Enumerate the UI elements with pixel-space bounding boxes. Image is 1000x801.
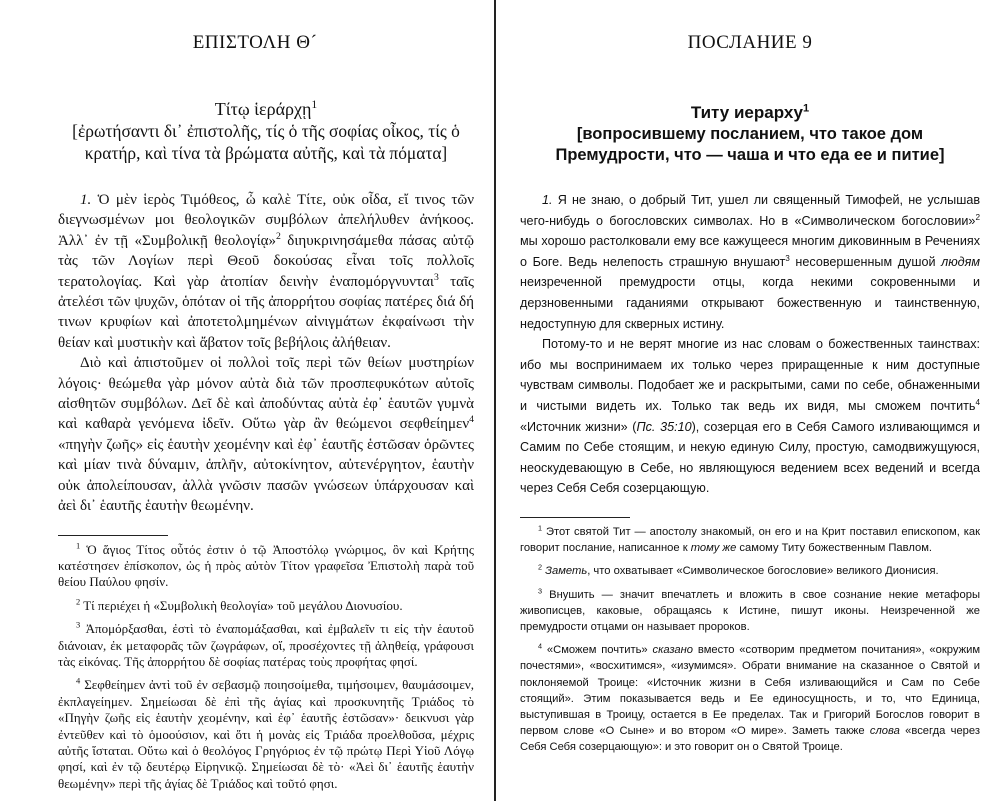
paragraph-1: 1. Я не знаю, о добрый Тит, ушел ли священный Тимофей, не услышав чего-нибудь о богословских символах. Но в «Символическом богословии»$^2$ мы хорошо растолковали ему все кажущееся многим диковинным в Речениях о Боге. Ведь нелепость страшную внушают$^3$ несовершенным душой людям неизреченной премудрости отцы, когда некими сокровенными и дерзновенными гаданиями открывают божественную и таинственную, недоступную для скверных истину. [520,193,981,331]
letter-title-russian: Титу иерарху$^1$ [690,102,810,122]
body-text-greek [58,190,474,517]
paragraph-1: 1. Ὁ μὲν ἱερὸς Τιμόθεος, ὦ καλὲ Τίτε, οὐκ οἶδα, εἴ τινος τῶν διεγνωσμένων μοι θεολογικῶν συμβόλων ἀπελήλυθεν ἀνήκοος. Ἀλλ᾽ ἐν τῇ «Συμβολικῇ θεολογίᾳ»$^2$ διηυκρινησάμεθα πάσας αὐτῷ τὰς τῶν Λογίων περὶ Θεοῦ δοκούσας εἶναι τοῖς πολλοῖς τερατολογίας. Καὶ γὰρ ἀτοπίαν δεινὴν ἐναπομόργνυνται$^3$ ταῖς ἀτελέσι τῶν ψυχῶν, ὁπόταν οἱ τῆς ἀπορρήτου σοφίας πατέρες διά δή τινων κρυφίων καὶ ἀποτετολμημένων αἰνιγμάτων ἐκφαίνωσι τὴν θείαν καὶ μυστικὴν καὶ ἄβατον τοῖς βεβήλοις ἀλήθειαν. [58,192,475,351]
paragraph-2: Потому-то и не верят многие из нас словам о божественных таинствах: ибо мы воспринимаем их только через приращенные к ним доступные чувствам символы. Подобает же и раскрытыми, сами по себе, обнаженными и чистыми видеть их. Только так ведь их видя, мы сможем почтить$^4$ «Источник жизни» (Пс. 35:10), созерцая его в Себя Самого изливающимся и Самим по Себе стоящим, и некую единую Силу, простую, самодвижущуюся, неоскудевающую в Себе, но являющуюся ведением всех ведений и всегда через Себя Себя созерцающую. [520,337,981,496]
footnote-ref: 1 [802,102,810,115]
footnotes-greek [58,542,474,793]
footnote-rule [520,517,630,518]
footnote-ref: 4 [975,397,980,407]
footnote: $^1$ Ὁ ἅγιος Τίτος οὗτός ἐστιν ὁ τῷ Ἀποστόλῳ γνώριμος, ὃν καὶ Κρήτης κατέστησεν ἐπίσκοπον, ὡς ἡ πρὸς αὐτὸν Τίτον γραφεῖσα Ἐπιστολὴ παρὰ τοῦ θείου Παύλου φησίν. [58,540,475,590]
footnote: $^3$ Внушить — значит впечатлеть и вложить в свое сознание некие метафоры живописцев, каковые, обращаясь к Истине, пишут иконы. Неизреченной же премудрости отцами он называет пророков. [520,585,980,633]
right-page-russian [500,0,1000,801]
letter-subtitle-russian: [вопросившему посланием, что такое дом Премудрости, что — чаша и что еда ее и питие] [555,125,945,164]
left-page-greek [0,0,494,801]
page-gutter-divider [494,0,496,801]
paragraph-2: Διὸ καὶ ἀπιστοῦμεν οἱ πολλοὶ τοῖς περὶ τῶν θείων μυστηρίων λόγοις· θεώμεθα γὰρ μόνον αὐτὰ διὰ τῶν προσπεφυκότων αὐτοῖς αἰσθητῶν συμβόλων. Δεῖ δὲ καὶ ἀποδύντας αὐτὰ ἐφ᾽ ἑαυτῶν γυμνὰ καὶ καθαρὰ γενόμενα ἰδεῖν. Οὕτω γὰρ ἂν θεώμενοι σεφθείημεν$^4$ «πηγὴν ζωῆς» εἰς ἑαυτὴν χεομένην καὶ ἐφ᾽ ἑαυτῆς ἑστῶσαν ὁρῶντες καὶ μίαν τινὰ δύναμιν, ἁπλῆν, αὐτοκίνητον, αὐτενέργητον, ἑαυτὴν οὐκ ἀπολείπουσαν, ἀλλὰ γνῶσιν πασῶν γνώσεων ὑπάρχουσαν καὶ ἀεὶ δι᾽ ἑαυτῆς ἑαυτὴν θεωμένην. [58,355,474,515]
footnote: $^1$ Этот святой Тит — апостолу знакомый, он его и на Крит поставил епископом, как говорит послание, написанное к тому же самому Титу божественным Павлом. [520,523,981,555]
footnote-ref: 1 [311,98,318,111]
letter-subtitle-greek: [ἐρωτήσαντι δι᾽ ἐπιστολῆς, τίς ὁ τῆς σοφίας οἶκος, τίς ὁ κρατήρ, καὶ τίνα τὰ βρώματα αὐτῆς, καὶ τὰ πόματα] [72,121,460,163]
footnote: $^2$ Заметь, что охватывает «Символическое богословие» великого Дионисия. [538,562,939,578]
letter-title-greek: Τίτῳ ἱεράρχῃ$^1$ [214,98,318,119]
footnote: $^4$ «Сможем почтить» сказано вместо «сотворим предметом почитания», «окружим почестями», «восхитимся», «изумимся». Обрати внимание на сказанное о Святой и поклоняемой Троице: «Источник жизни в Себя изливающийся и Сам по Себе стоящий». Этим показывается ведь и Ее единосущность, и то, что Единица, выступившая в Троицу, остается в Ее пределах. Так и Григорий Богослов говорит в первом слове «О Сыне» и во втором «О мире». Заметь также слова «всегда через Себя Себя созерцающую»: и это говорит он о Святой Троице. [520,641,981,754]
footnote-ref: 2 [975,212,980,222]
running-head-greek: ΕΠΙΣΤΟΛΗ Θ´ [192,32,318,53]
footnotes-russian [520,524,980,756]
footnote-ref: 3 [785,253,790,263]
footnote: $^4$ Σεφθείημεν ἀντὶ τοῦ ἐν σεβασμῷ ποιησοίμεθα, τιμήσοιμεν, θαυμάσοιμεν, ἐκπλαγείημεν. Σημείωσαι δὲ ἐπὶ τῆς ἁγίας καὶ προσκυνητῆς Τριάδος τὸ «Πηγὴν ζωῆς εἰς ἑαυτὴν χεομένην, καὶ ἐφ᾽ ἑαυτῆς ἑστῶσαν»· δεικνυσι γὰρ ἐντεῦθεν καὶ τὸ ὁμοούσιον, καὶ ὅτι ἡ μονὰς εἰς Τριάδα προελθοῦσα, μέχρις αὐτῆς ἵσταται. Οὕτω καὶ ὁ θεολόγος Γρηγόριος ἐν τῷ πρώτῳ Περὶ Υἱοῦ Λόγῳ φησί, καὶ ἐν τῷ δευτέρῳ Εἰρηνικῷ. Σημείωσαι δὲ τὸ· «Ἀεὶ δι᾽ ἑαυτῆς ἑαυτὴν θεωμένην» περὶ τῆς ἁγίας δὲ Τριάδος καὶ τοῦτό φησι. [58,676,475,791]
scripture-reference: Пс. 35:10 [636,419,692,434]
footnote-ref: 2 [276,230,281,242]
footnote: $^2$ Τί περιέχει ἡ «Συμβολικὴ θεολογία» τοῦ μεγάλου Διονυσίου. [76,596,403,613]
body-text-russian [520,190,980,499]
running-head-russian: ПОСЛАНИЕ 9 [687,32,813,53]
footnote: $^3$ Ἀπομόρξασθαι, ἐστὶ τὸ ἐναπομάξασθαι, καὶ ἐμβαλεῖν τι εἰς τὴν ἑαυτοῦ διάνοιαν, ἐκ μεταφορᾶς τῶν ζωγράφων, οἵ, προσέχοντες τῇ ἀληθείᾳ, γράφουσι τὰς εἰκόνας. Τῆς ἀπορρήτου δὲ σοφίας πατέρας τοὺς προφήτας φησί. [58,619,475,669]
footnote-ref: 4 [469,414,474,426]
footnote-rule [58,535,168,536]
footnote-ref: 3 [433,271,439,283]
